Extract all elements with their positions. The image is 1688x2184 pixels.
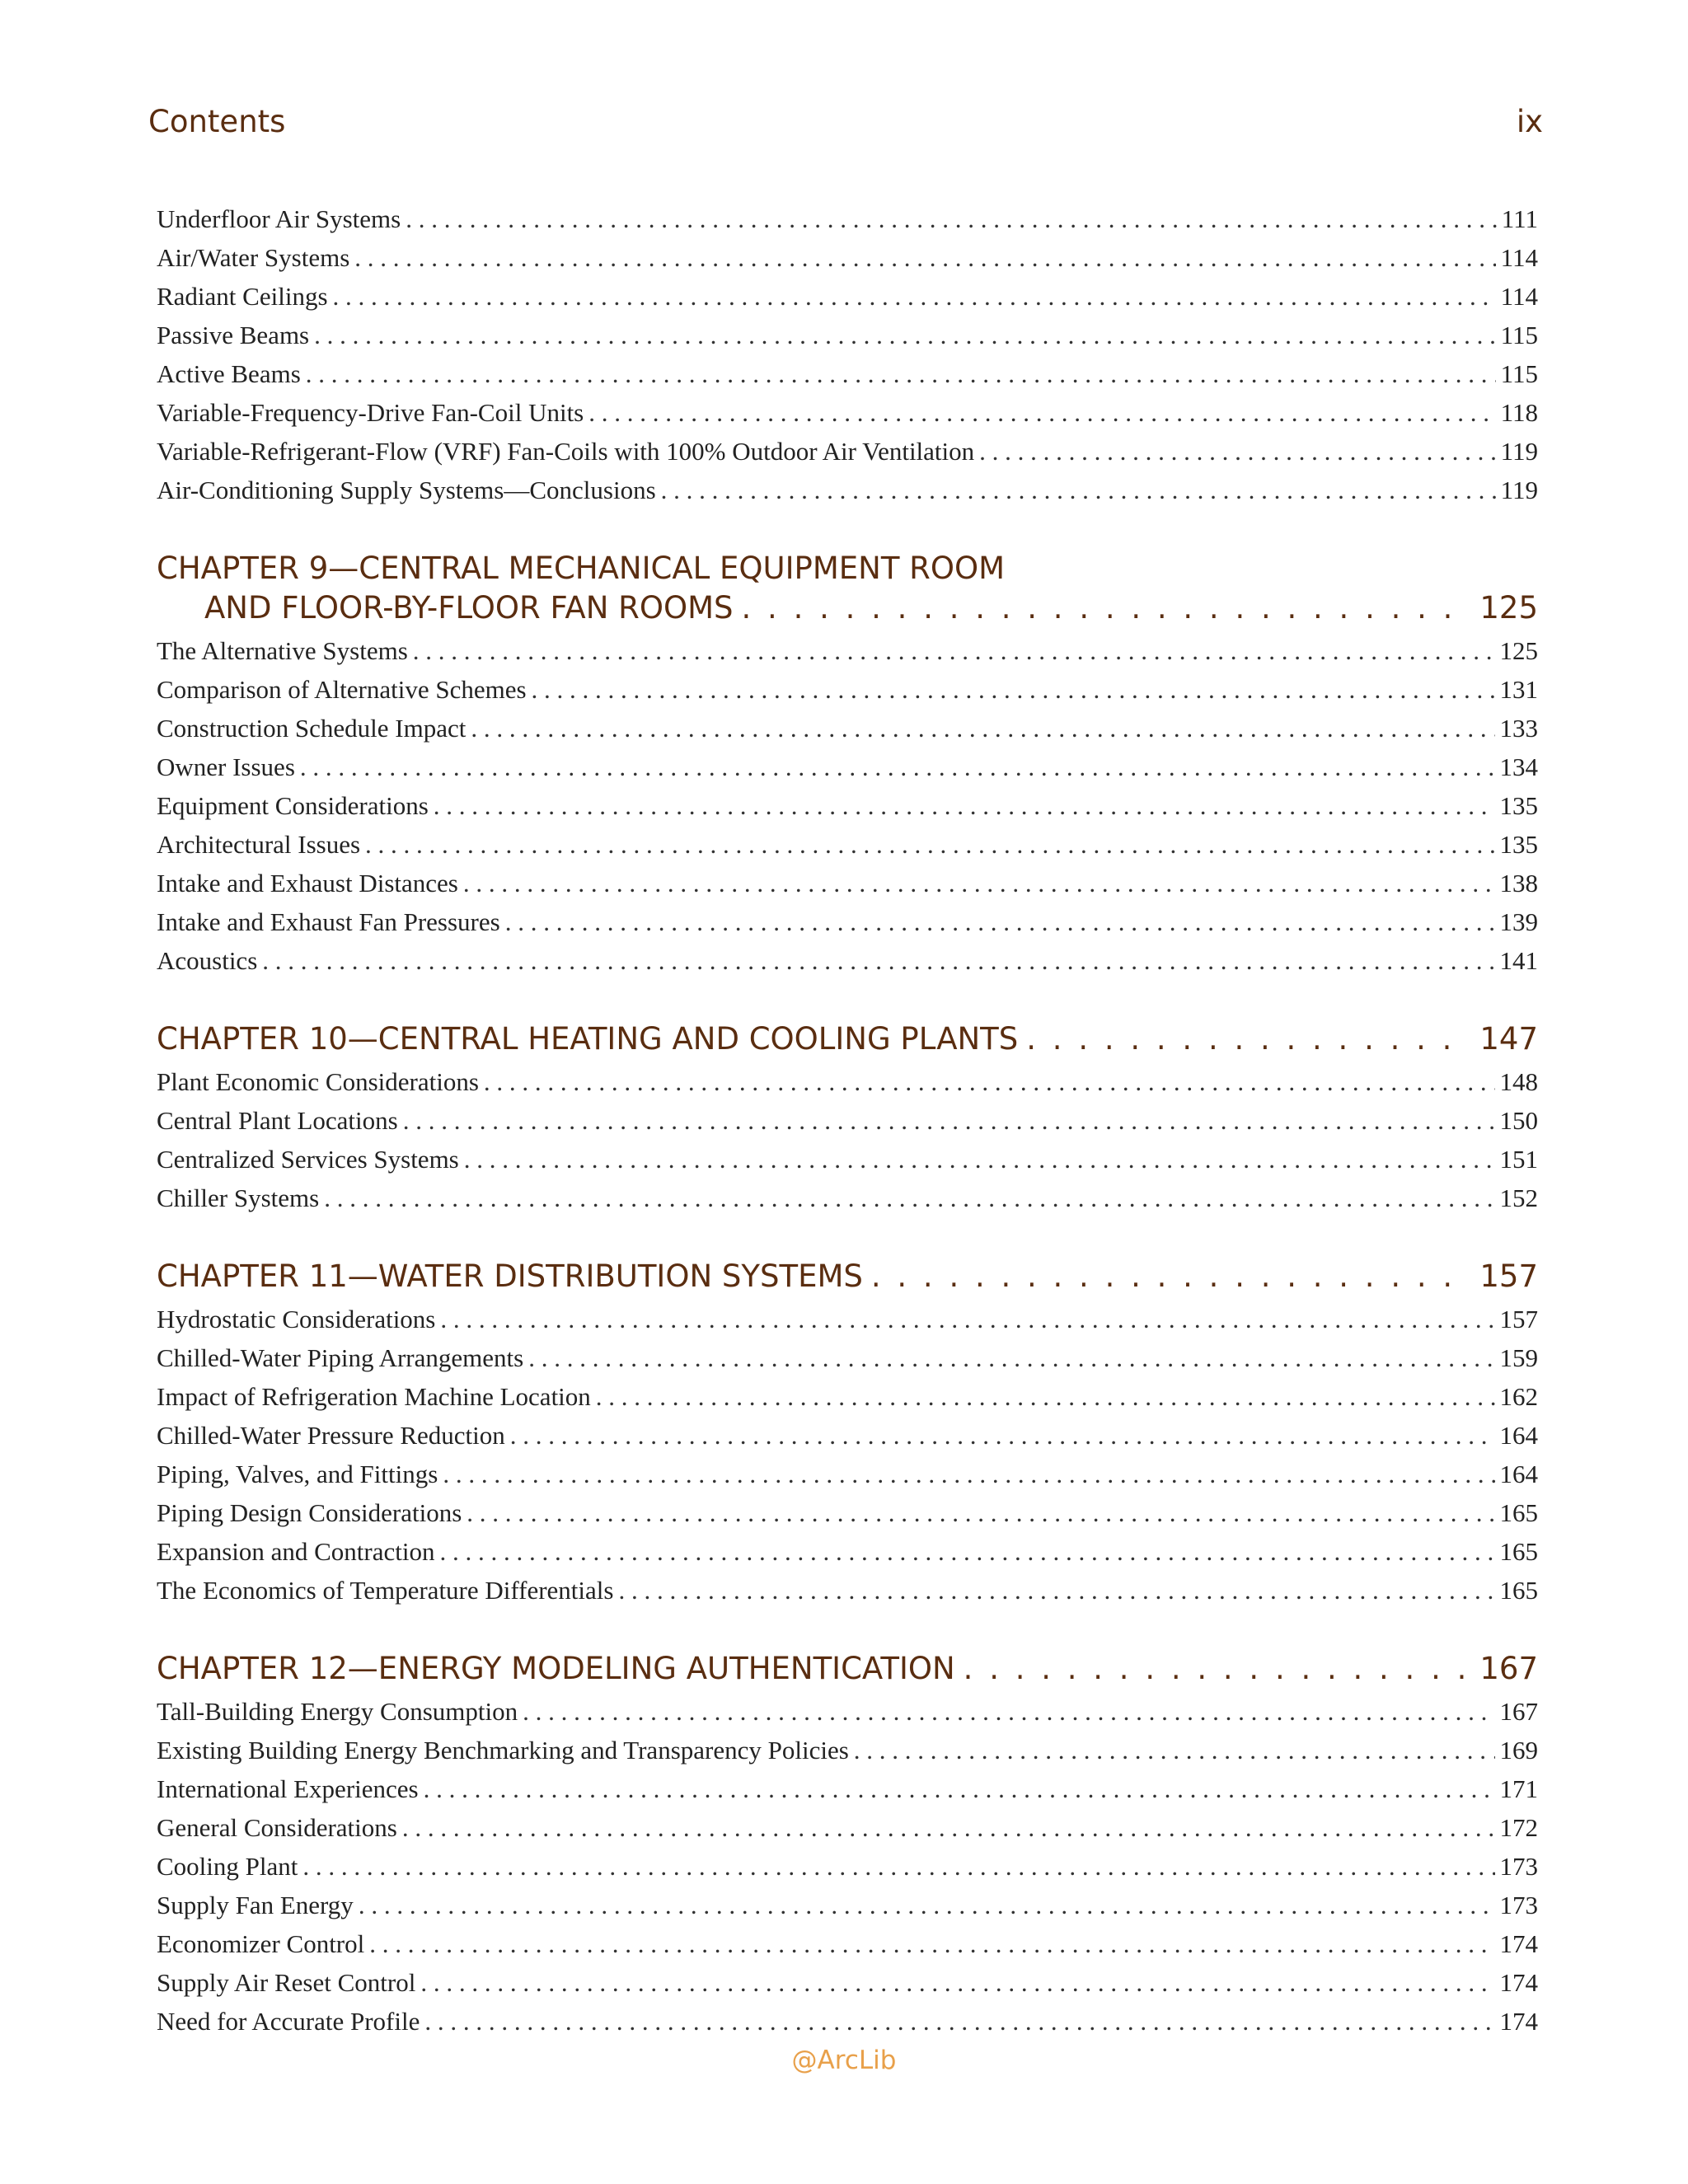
toc-entry[interactable] — [157, 1145, 1538, 1183]
toc-entry-page: 164 — [1499, 1421, 1538, 1450]
dot-leader — [618, 1576, 1494, 1605]
toc-entry-page: 138 — [1499, 869, 1538, 898]
chapter-heading-title: CHAPTER 11—WATER DISTRIBUTION SYSTEMS — [157, 1258, 863, 1294]
toc-entry-page: 171 — [1499, 1774, 1538, 1803]
dot-leader — [528, 1343, 1494, 1373]
dot-leader — [402, 1813, 1495, 1843]
chapter-section — [157, 1651, 1538, 2046]
dot-leader — [588, 398, 1495, 428]
toc-entry-label: The Alternative Systems — [157, 636, 408, 665]
dot-leader — [467, 1498, 1494, 1528]
toc-entry-label: Piping, Valves, and Fittings — [157, 1460, 438, 1488]
dot-leader — [333, 282, 1496, 312]
dot-leader — [523, 1697, 1494, 1727]
chapter-section — [157, 1021, 1538, 1222]
toc-entry-page: 169 — [1499, 1736, 1538, 1765]
toc-entry-label: Variable-Refrigerant-Flow (VRF) Fan-Coils with 100% Outdoor Air Ventilation — [157, 437, 975, 466]
toc-entry[interactable] — [157, 243, 1538, 282]
chapter-section — [157, 1258, 1538, 1615]
toc-entry-label: Hydrostatic Considerations — [157, 1305, 436, 1333]
toc-entry[interactable] — [157, 1067, 1538, 1106]
toc-entry-label: Air-Conditioning Supply Systems—Conclusions — [157, 476, 656, 504]
dot-leader — [510, 1421, 1495, 1451]
dot-leader — [365, 830, 1494, 860]
toc-entry-label: Chiller Systems — [157, 1183, 320, 1212]
toc-entry-page: 111 — [1501, 204, 1538, 233]
dot-leader — [403, 1106, 1495, 1136]
chapter-page: 125 — [1479, 590, 1538, 626]
dot-leader — [463, 869, 1495, 898]
toc-entry-label: Piping Design Considerations — [157, 1498, 462, 1527]
toc-entry[interactable] — [157, 1697, 1538, 1736]
chapter-heading-title: CHAPTER 12—ENERGY MODELING AUTHENTICATION — [157, 1651, 955, 1686]
dot-leader — [440, 1537, 1495, 1567]
toc-entry-label: The Economics of Temperature Differentials — [157, 1576, 614, 1605]
running-head-title: Contents — [148, 104, 286, 139]
toc-entry-label: Passive Beams — [157, 321, 310, 349]
toc-entry-label: Architectural Issues — [157, 830, 361, 859]
toc-entry-label: Acoustics — [157, 946, 258, 975]
watermark: @ArcLib — [791, 2046, 897, 2075]
toc-entry-label: Cooling Plant — [157, 1852, 298, 1881]
toc-entry-page: 135 — [1499, 830, 1538, 859]
dot-leader — [420, 1968, 1494, 1998]
dot-leader — [871, 1258, 1472, 1294]
dot-leader — [300, 752, 1495, 782]
toc-entry[interactable] — [157, 1305, 1538, 1343]
dot-leader — [262, 946, 1494, 976]
toc-entry[interactable] — [157, 1852, 1538, 1891]
toc-entry[interactable] — [157, 321, 1538, 359]
dot-leader — [471, 714, 1494, 743]
toc-entry-label: Tall-Building Energy Consumption — [157, 1697, 518, 1726]
toc-entry-page: 173 — [1499, 1852, 1538, 1881]
dot-leader — [359, 1891, 1495, 1920]
toc-entry-page: 118 — [1500, 398, 1538, 427]
toc-entry-label: Need for Accurate Profile — [157, 2007, 420, 2036]
dot-leader — [434, 791, 1495, 821]
toc-entry-page: 164 — [1499, 1460, 1538, 1488]
toc-entry-label: Equipment Considerations — [157, 791, 429, 820]
chapter-heading-line2: AND FLOOR-BY-FLOOR FAN ROOMS — [204, 590, 734, 626]
toc-entry[interactable] — [157, 1183, 1538, 1222]
dot-leader — [464, 1145, 1495, 1174]
toc-entry-label: Air/Water Systems — [157, 243, 350, 272]
toc-entry-page: 173 — [1499, 1891, 1538, 1919]
toc-entry-label: Underfloor Air Systems — [157, 204, 401, 233]
dot-leader — [979, 437, 1495, 466]
dot-leader — [306, 359, 1496, 389]
toc-entry[interactable] — [157, 359, 1538, 398]
toc-entry[interactable] — [157, 791, 1538, 830]
toc-entry[interactable] — [157, 1343, 1538, 1382]
toc-entry-page: 167 — [1499, 1697, 1538, 1726]
intro-section — [157, 204, 1538, 514]
toc-entry[interactable] — [157, 946, 1538, 985]
toc-entry-label: Existing Building Energy Benchmarking and Transparency Policies — [157, 1736, 849, 1765]
dot-leader — [314, 321, 1496, 350]
toc-entry-label: Intake and Exhaust Distances — [157, 869, 458, 898]
chapter-page: 167 — [1479, 1651, 1538, 1686]
dot-leader — [354, 243, 1495, 273]
toc-entry-label: Variable-Frequency-Drive Fan-Coil Units — [157, 398, 584, 427]
toc-entry[interactable] — [157, 1421, 1538, 1460]
dot-leader — [854, 1736, 1495, 1765]
toc-entry[interactable] — [157, 714, 1538, 752]
toc-entry-page: 150 — [1499, 1106, 1538, 1135]
toc-entry-label: Plant Economic Considerations — [157, 1067, 479, 1096]
chapter-page: 157 — [1479, 1258, 1538, 1294]
dot-leader — [532, 675, 1495, 705]
toc-entry-label: Active Beams — [157, 359, 301, 388]
toc-entry[interactable] — [157, 1774, 1538, 1813]
toc-entry-page: 125 — [1499, 636, 1538, 665]
toc-entry[interactable] — [157, 1576, 1538, 1615]
toc-entry-label: Supply Air Reset Control — [157, 1968, 416, 1997]
toc-entry-page: 151 — [1499, 1145, 1538, 1174]
table-of-contents — [157, 204, 1538, 2046]
toc-entry-label: Radiant Ceilings — [157, 282, 328, 311]
toc-entry[interactable] — [157, 1813, 1538, 1852]
dot-leader — [505, 907, 1495, 937]
toc-entry[interactable] — [157, 1498, 1538, 1537]
toc-entry-label: Owner Issues — [157, 752, 295, 781]
toc-entry-page: 174 — [1499, 1968, 1538, 1997]
toc-entry[interactable] — [157, 752, 1538, 791]
dot-leader — [596, 1382, 1495, 1412]
toc-entry[interactable] — [157, 1460, 1538, 1498]
toc-entry-label: General Considerations — [157, 1813, 397, 1842]
dot-leader — [406, 204, 1497, 234]
toc-entry-label: International Experiences — [157, 1774, 419, 1803]
toc-entry-page: 148 — [1499, 1067, 1538, 1096]
toc-entry-page: 119 — [1500, 476, 1538, 504]
toc-entry-label: Expansion and Contraction — [157, 1537, 435, 1566]
chapter-page: 147 — [1479, 1021, 1538, 1057]
toc-entry[interactable] — [157, 476, 1538, 514]
toc-entry-page: 114 — [1500, 282, 1538, 311]
toc-entry-label: Chilled-Water Piping Arrangements — [157, 1343, 524, 1372]
toc-entry-page: 157 — [1499, 1305, 1538, 1333]
dot-leader — [369, 1929, 1494, 1959]
toc-entry[interactable] — [157, 398, 1538, 437]
toc-entry-label: Impact of Refrigeration Machine Location — [157, 1382, 591, 1411]
chapter-heading-line1: CHAPTER 9—CENTRAL MECHANICAL EQUIPMENT ROOM — [157, 551, 1006, 586]
toc-entry-page: 141 — [1499, 946, 1538, 975]
toc-entry-page: 135 — [1499, 791, 1538, 820]
running-head — [148, 104, 1543, 150]
dot-leader — [302, 1852, 1494, 1882]
toc-entry-page: 131 — [1499, 675, 1538, 704]
dot-leader — [484, 1067, 1495, 1097]
toc-entry-page: 165 — [1499, 1498, 1538, 1527]
toc-entry-page: 115 — [1500, 359, 1538, 388]
toc-entry-label: Centralized Services Systems — [157, 1145, 459, 1174]
dot-leader — [964, 1651, 1472, 1686]
chapter-heading[interactable] — [157, 1258, 1538, 1301]
toc-entry-page: 152 — [1499, 1183, 1538, 1212]
chapter-section — [157, 551, 1538, 985]
toc-entry-page: 133 — [1499, 714, 1538, 743]
toc-entry-page: 174 — [1499, 2007, 1538, 2036]
toc-entry-page: 159 — [1499, 1343, 1538, 1372]
toc-entry[interactable] — [157, 675, 1538, 714]
toc-entry-page: 114 — [1500, 243, 1538, 272]
dot-leader — [742, 590, 1472, 626]
toc-entry-label: Economizer Control — [157, 1929, 365, 1958]
chapter-heading-title: CHAPTER 10—CENTRAL HEATING AND COOLING PLANTS — [157, 1021, 1019, 1057]
dot-leader — [413, 636, 1495, 666]
toc-entry[interactable] — [157, 1106, 1538, 1145]
dot-leader — [661, 476, 1496, 505]
toc-entry[interactable] — [157, 1382, 1538, 1421]
toc-entry[interactable] — [157, 1968, 1538, 2007]
toc-entry-page: 172 — [1499, 1813, 1538, 1842]
dot-leader — [324, 1183, 1494, 1213]
toc-entry[interactable] — [157, 869, 1538, 907]
page-number: ix — [1516, 104, 1543, 139]
toc-entry[interactable] — [157, 1929, 1538, 1968]
toc-entry[interactable] — [157, 1736, 1538, 1774]
toc-entry-label: Chilled-Water Pressure Reduction — [157, 1421, 505, 1450]
chapter-heading[interactable] — [157, 551, 1538, 633]
toc-entry-label: Supply Fan Energy — [157, 1891, 354, 1919]
dot-leader — [440, 1305, 1494, 1334]
dot-leader — [443, 1460, 1494, 1489]
toc-entry-label: Central Plant Locations — [157, 1106, 398, 1135]
toc-entry[interactable] — [157, 636, 1538, 675]
toc-entry[interactable] — [157, 282, 1538, 321]
toc-entry-page: 165 — [1499, 1537, 1538, 1566]
dot-leader — [1026, 1021, 1471, 1057]
dot-leader — [424, 2007, 1494, 2036]
toc-entry-page: 139 — [1499, 907, 1538, 936]
toc-entry[interactable] — [157, 204, 1538, 243]
toc-entry-page: 134 — [1499, 752, 1538, 781]
chapter-heading[interactable] — [157, 1021, 1538, 1064]
toc-entry[interactable] — [157, 2007, 1538, 2046]
toc-entry-page: 119 — [1500, 437, 1538, 466]
toc-entry-label: Construction Schedule Impact — [157, 714, 467, 743]
toc-entry-page: 162 — [1499, 1382, 1538, 1411]
toc-entry-label: Comparison of Alternative Schemes — [157, 675, 527, 704]
toc-entry-page: 174 — [1499, 1929, 1538, 1958]
dot-leader — [424, 1774, 1495, 1804]
toc-entry[interactable] — [157, 1537, 1538, 1576]
toc-entry[interactable] — [157, 1891, 1538, 1929]
toc-entry[interactable] — [157, 830, 1538, 869]
toc-entry-page: 115 — [1500, 321, 1538, 349]
toc-entry[interactable] — [157, 437, 1538, 476]
toc-entry-page: 165 — [1499, 1576, 1538, 1605]
toc-entry-label: Intake and Exhaust Fan Pressures — [157, 907, 500, 936]
toc-entry[interactable] — [157, 907, 1538, 946]
chapter-heading[interactable] — [157, 1651, 1538, 1694]
